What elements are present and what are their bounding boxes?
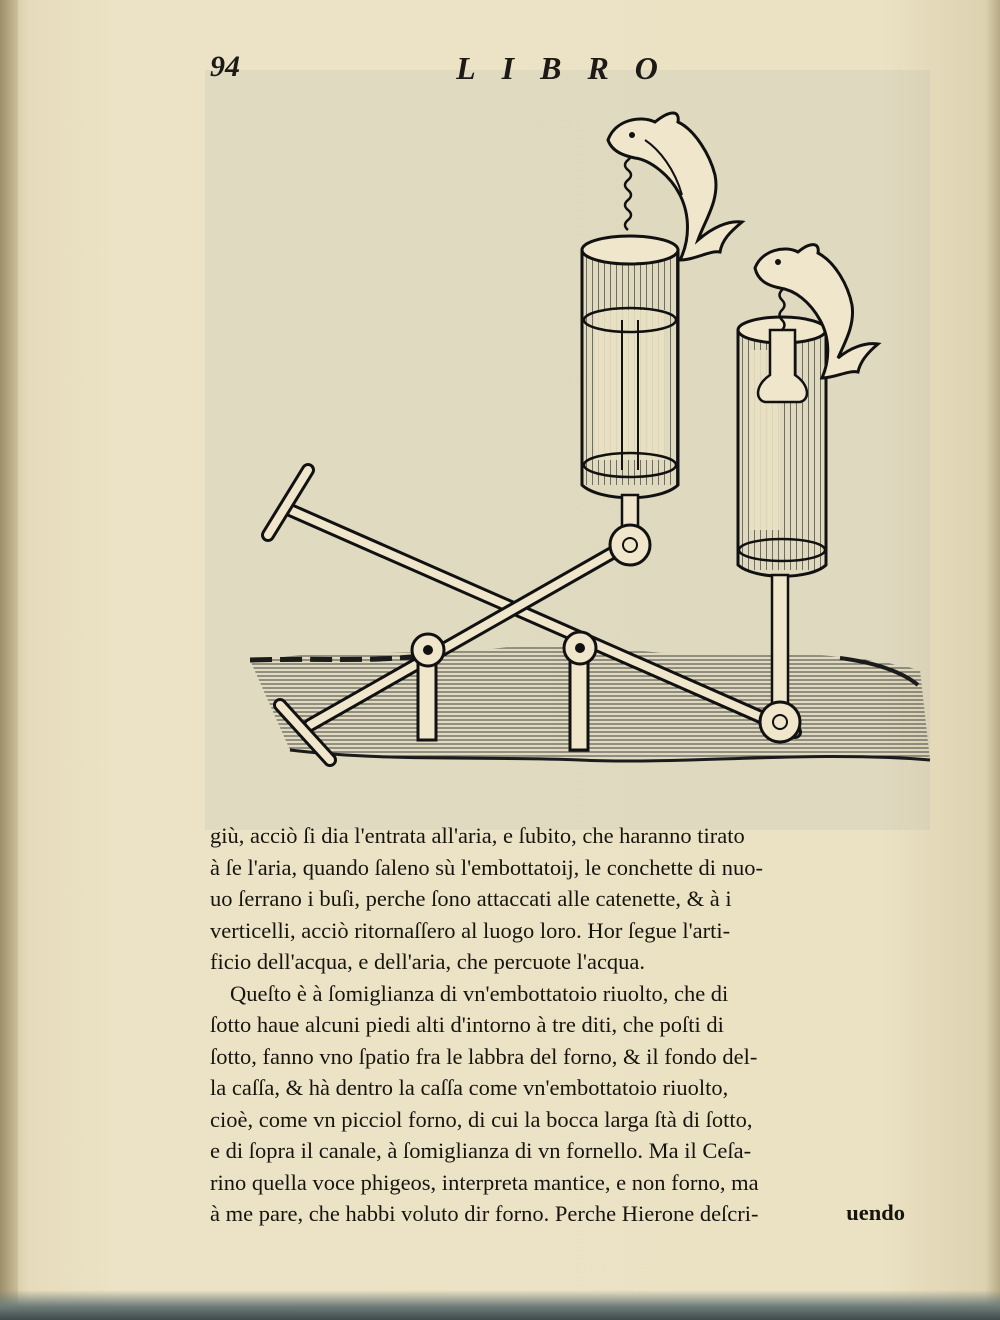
- text-line: à ſe l'aria, quando ſaleno sù l'embottatoij, le conchette di nuo-: [210, 854, 763, 880]
- text-line: e di ſopra il canale, à ſomiglianza di vn fornello. Ma il Ceſa-: [210, 1138, 752, 1163]
- text-line: uo ſerrano i buſi, perche ſono attaccati alle catenette, & à i: [210, 886, 732, 911]
- text-line: la caſſa, & hà dentro la caſſa come vn'embottatoio riuolto,: [210, 1075, 729, 1100]
- catchword: uendo: [846, 1200, 905, 1225]
- text-line: ſotto, fanno vno ſpatio fra le labbra del forno, & il fondo del-: [210, 1043, 758, 1069]
- book-spine: [0, 0, 18, 1320]
- running-head: [210, 50, 930, 90]
- page-number: 94: [210, 50, 240, 83]
- text-line: giù, acciò ſi dia l'entrata all'aria, e ſubito, che haranno tirato: [210, 823, 745, 848]
- woodcut-illustration: [250, 110, 940, 790]
- running-title: LIBRO: [456, 50, 684, 86]
- text-line: ficio dell'acqua, e dell'aria, che percuote l'acqua.: [210, 949, 646, 974]
- page-bottom-edge: [0, 1290, 1000, 1320]
- text-line: à me pare, che habbi voluto dir forno. Perche Hierone deſcri-: [210, 1201, 759, 1226]
- text-line: Queſto è à ſomiglianza di vn'embottatoio riuolto, che di: [230, 980, 729, 1006]
- text-line: ſotto haue alcuni piedi alti d'intorno à tre diti, che poſti di: [210, 1012, 724, 1037]
- text-line: verticelli, acciò ritornaſſero al luogo loro. Hor ſegue l'arti-: [210, 917, 731, 943]
- body-text: [210, 820, 935, 1230]
- text-line: rino quella voce phigeos, interpreta mantice, e non forno, ma: [210, 1169, 759, 1195]
- left-pump-cylinder: [582, 150, 678, 545]
- right-pump-cylinder: [738, 280, 826, 715]
- text-line: cioè, come vn picciol forno, di cui la bocca larga ſtà di ſotto,: [210, 1106, 753, 1132]
